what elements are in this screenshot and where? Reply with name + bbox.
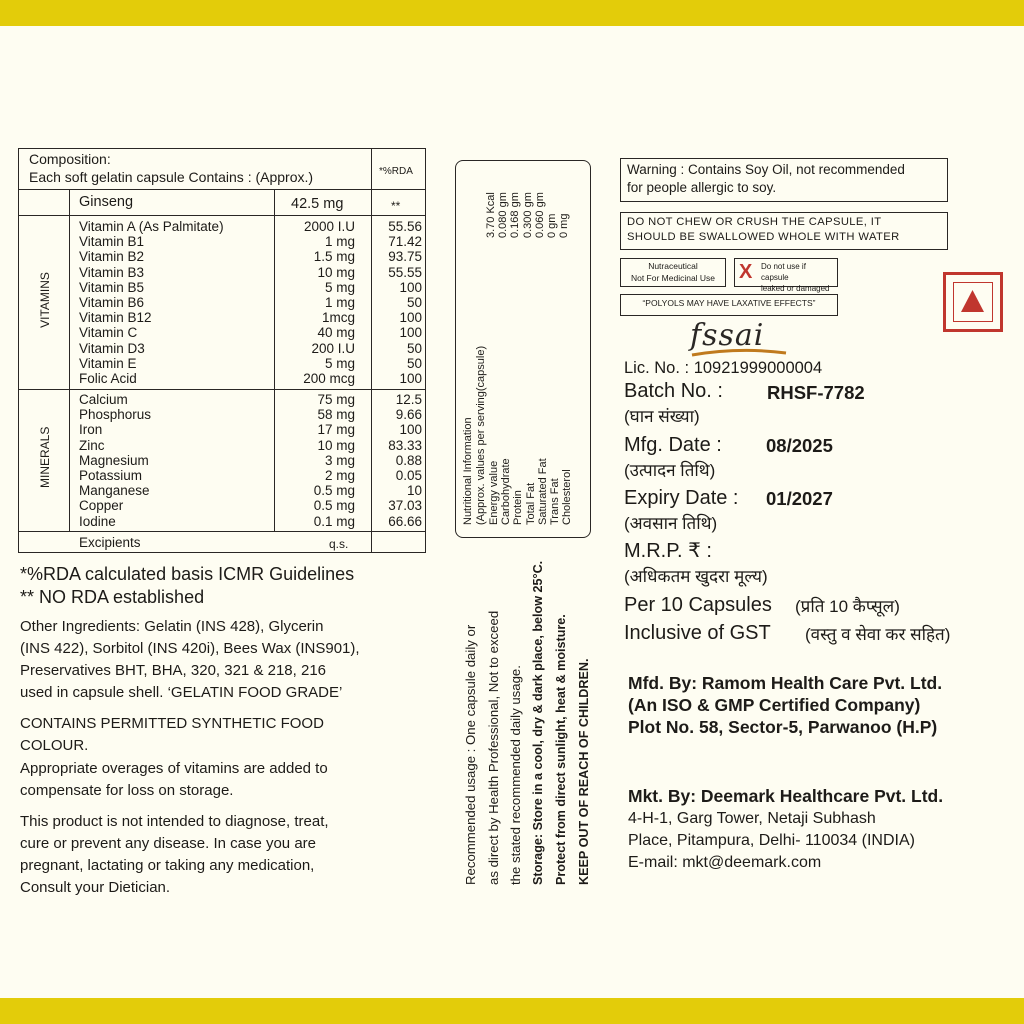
vitamin-row-amount: 2000 I.U: [303, 219, 355, 234]
manufacturer-name: Mfd. By: Ramom Health Care Pvt. Ltd.: [628, 673, 943, 693]
disclaimer-3: pregnant, lactating or taking any medication,: [20, 857, 315, 874]
per-capsules-hindi: (प्रति 10 कैप्सूल): [795, 597, 900, 616]
mineral-row-name: Iron: [79, 422, 103, 438]
marketer-address-2: Place, Pitampura, Delhi- 110034 (INDIA): [628, 832, 915, 849]
ginseng-name: Ginseng: [79, 194, 134, 210]
mineral-row-amount: 75 mg: [317, 392, 355, 407]
leaked-line-2: leaked or damaged: [761, 284, 830, 293]
mineral-row-name: Zinc: [79, 437, 105, 453]
vitamin-row-amount: 40 mg: [317, 325, 355, 341]
per-capsules-label: Per 10 Capsules: [624, 594, 772, 616]
batch-value: RHSF-7782: [767, 382, 865, 403]
usage-line: Storage: Store in a cool, dry & dark place, below 25°C.: [531, 560, 545, 885]
gst-hindi: (वस्तु व सेवा कर सहित): [805, 625, 951, 644]
mineral-row-name: Phosphorus: [79, 407, 152, 423]
composition-subtitle: Each soft gelatin capsule Contains : (Approx.): [29, 169, 314, 185]
nutrition-title: Nutritional Information: [462, 417, 474, 525]
mineral-row-rda: 9.66: [395, 407, 422, 423]
divider: [19, 215, 425, 216]
chew-warning-line-2: SHOULD BE SWALLOWED WHOLE WITH WATER: [627, 231, 900, 243]
mineral-row-amount: 10 mg: [317, 437, 355, 453]
manufacturer-cert: (An ISO & GMP Certified Company): [628, 695, 921, 715]
vitamin-row-amount: 1mcg: [321, 310, 355, 326]
leaked-warning: [734, 258, 838, 293]
composition-table: [18, 148, 426, 553]
vitamin-row-name: Vitamin B1: [79, 234, 145, 250]
expiry-date-hindi: (अवसान तिथि): [624, 514, 718, 533]
other-ingredients-3: Preservatives BHT, BHA, 320, 321 & 218, 216: [20, 662, 326, 679]
mineral-row-rda: 10: [406, 483, 422, 499]
mineral-row-rda: 37.03: [388, 498, 422, 514]
mineral-row-rda: 66.66: [388, 513, 422, 529]
nutrition-label: Saturated Fat: [536, 458, 549, 525]
cross-icon: X: [739, 261, 753, 283]
other-ingredients-4: used in capsule shell. ‘GELATIN FOOD GRADE’: [20, 684, 343, 701]
usage-line: as direct by Health Professional, Not to exceed: [486, 610, 501, 885]
vitamin-row-amount: 5 mg: [324, 355, 355, 371]
ginseng-rda: **: [391, 199, 401, 213]
triangle-icon: [954, 283, 991, 320]
polyols-warning: “POLYOLS MAY HAVE LAXATIVE EFFECTS”: [620, 294, 838, 316]
soy-warning-line-2: for people allergic to soy.: [627, 180, 777, 195]
vitamins-label: VITAMINS: [38, 272, 52, 328]
ginseng-amount: 42.5 mg: [291, 196, 344, 212]
other-ingredients-1: Other Ingredients: Gelatin (INS 428), Glycerin: [20, 618, 324, 635]
vitamin-row-rda: 100: [399, 325, 422, 341]
vitamin-row-rda: 71.42: [388, 234, 422, 250]
bottom-yellow-band: [0, 998, 1024, 1024]
batch-label: Batch No. :: [624, 380, 723, 402]
mineral-row-rda: 0.05: [395, 468, 422, 483]
nutraceutical-badge: [620, 258, 726, 287]
mrp-label: M.R.P. ₹ :: [624, 540, 712, 562]
minerals-label: MINERALS: [38, 426, 52, 488]
soy-warning-line-1: Warning : Contains Soy Oil, not recommended: [627, 162, 905, 177]
divider: [69, 189, 70, 531]
mineral-row-amount: 17 mg: [317, 422, 355, 438]
marketer-name: Mkt. By: Deemark Healthcare Pvt. Ltd.: [628, 786, 944, 806]
nutrition-value: 0 mg: [558, 213, 571, 238]
mineral-row-amount: 58 mg: [317, 407, 355, 423]
mineral-row-amount: 0.5 mg: [313, 483, 355, 499]
manufacturer-address: Plot No. 58, Sector-5, Parwanoo (H.P): [628, 717, 938, 737]
expiry-date-label: Expiry Date :: [624, 487, 739, 509]
mineral-row-amount: 3 mg: [324, 452, 355, 468]
vitamin-row-rda: 100: [399, 310, 422, 326]
usage-line: KEEP OUT OF REACH OF CHILDREN.: [577, 658, 591, 885]
overages-note-2: compensate for loss on storage.: [20, 782, 234, 799]
vitamin-row-amount: 1.5 mg: [313, 249, 355, 265]
gst-label: Inclusive of GST: [624, 622, 771, 644]
nutrition-value: 0.080 gm: [497, 192, 510, 238]
vitamin-row-amount: 5 mg: [324, 279, 355, 295]
mineral-row-name: Manganese: [79, 483, 150, 499]
nutrition-value: 0.168 gm: [509, 192, 522, 238]
mineral-row-rda: 0.88: [395, 452, 422, 468]
soy-warning: [620, 158, 948, 202]
vitamin-row-amount: 200 I.U: [311, 340, 355, 356]
nutrition-subtitle: (Approx. values per serving(capsule): [475, 345, 487, 525]
mineral-row-name: Calcium: [79, 392, 128, 407]
non-veg-symbol: [943, 272, 1003, 332]
chew-warning-line-1: DO NOT CHEW OR CRUSH THE CAPSULE, IT: [627, 216, 882, 228]
nutraceutical-line-2: Not For Medicinal Use: [630, 272, 716, 283]
license-number: Lic. No. : 10921999000004: [624, 359, 823, 377]
vitamin-row-rda: 50: [406, 340, 422, 356]
mineral-row-name: Potassium: [79, 468, 143, 483]
marketer-address-1: 4-H-1, Garg Tower, Netaji Subhash: [628, 810, 876, 827]
fssai-logo: fssai: [690, 318, 765, 353]
rda-header: *%RDA: [379, 166, 413, 177]
divider: [19, 189, 425, 190]
mfg-date-label: Mfg. Date :: [624, 434, 722, 456]
vitamin-row-name: Vitamin D3: [79, 340, 145, 356]
usage-line: the stated recommended daily usage.: [508, 665, 523, 885]
leaked-line-1: Do not use if capsule: [761, 262, 806, 282]
batch-hindi: (घान संख्या): [624, 407, 700, 426]
disclaimer-1: This product is not intended to diagnose, treat,: [20, 813, 329, 830]
divider: [371, 149, 372, 552]
vitamin-row-rda: 100: [399, 279, 422, 295]
mineral-row-amount: 2 mg: [324, 468, 355, 483]
mineral-row-name: Copper: [79, 498, 124, 514]
nutraceutical-line-1: Nutraceutical: [648, 261, 698, 271]
composition-title: Composition:: [29, 151, 111, 167]
rda-note: *%RDA calculated basis ICMR Guidelines: [20, 564, 355, 584]
mineral-row-amount: 0.5 mg: [313, 498, 355, 514]
vitamin-row-amount: 1 mg: [324, 295, 355, 310]
disclaimer-2: cure or prevent any disease. In case you are: [20, 835, 317, 852]
mineral-row-rda: 12.5: [395, 392, 422, 407]
overages-note-1: Appropriate overages of vitamins are added to: [20, 760, 328, 777]
vitamin-row-name: Vitamin B6: [79, 295, 145, 310]
vitamin-row-name: Folic Acid: [79, 371, 137, 386]
divider: [19, 389, 425, 390]
mfg-date-hindi: (उत्पादन तिथि): [624, 461, 716, 480]
vitamin-row-rda: 50: [406, 355, 422, 371]
vitamin-row-name: Vitamin B3: [79, 264, 145, 280]
disclaimer-4: Consult your Dietician.: [20, 879, 171, 896]
mfg-date-value: 08/2025: [766, 435, 833, 456]
nutrition-label: Protein: [512, 490, 525, 525]
vitamin-row-rda: 93.75: [388, 249, 422, 265]
vitamin-row-amount: 10 mg: [317, 264, 355, 280]
mineral-row-amount: 0.1 mg: [313, 513, 355, 529]
nutrition-value: 0 gm: [546, 213, 558, 238]
vitamin-row-rda: 55.55: [388, 264, 422, 280]
vitamin-row-amount: 1 mg: [324, 234, 355, 250]
vitamin-row-rda: 100: [399, 371, 422, 386]
top-yellow-band: [0, 0, 1024, 26]
vitamin-row-name: Vitamin B12: [79, 310, 152, 326]
nutrition-value: 0.300 gm: [521, 192, 534, 238]
nutrition-label: Cholesterol: [561, 469, 574, 525]
vitamin-row-rda: 55.56: [388, 219, 422, 234]
colour-note-1: CONTAINS PERMITTED SYNTHETIC FOOD: [20, 715, 324, 732]
nutrition-label: Total Fat: [524, 482, 537, 525]
symbol-inner-border: [953, 282, 993, 322]
nutrition-label: Carbohydrate: [500, 458, 513, 525]
no-rda-note: ** NO RDA established: [20, 587, 205, 607]
mineral-row-rda: 100: [399, 422, 422, 438]
vitamin-row-name: Vitamin B5: [79, 279, 145, 295]
mineral-row-name: Iodine: [79, 513, 116, 529]
mineral-row-rda: 83.33: [388, 437, 422, 453]
nutrition-label: Trans Fat: [549, 478, 561, 525]
vitamin-row-rda: 50: [406, 295, 422, 310]
vitamin-row-amount: 200 mcg: [303, 371, 355, 386]
mrp-hindi: (अधिकतम खुदरा मूल्य): [624, 567, 768, 586]
mineral-row-name: Magnesium: [79, 452, 149, 468]
excipients-name: Excipients: [79, 535, 141, 550]
vitamin-row-name: Vitamin A (As Palmitate): [79, 219, 224, 234]
vitamin-row-name: Vitamin C: [79, 325, 138, 341]
usage-line: Recommended usage : One capsule daily or: [463, 624, 478, 885]
chew-warning: [620, 212, 948, 250]
excipients-amount: q.s.: [329, 537, 349, 551]
nutrition-label: Energy value: [488, 460, 500, 525]
vitamin-row-name: Vitamin E: [79, 355, 137, 371]
marketer-email: E-mail: mkt@deemark.com: [628, 854, 822, 871]
other-ingredients-2: (INS 422), Sorbitol (INS 420i), Bees Wax (INS901),: [20, 640, 360, 657]
usage-line: Protect from direct sunlight, heat & moisture.: [554, 614, 568, 885]
nutrition-value: 3.70 Kcal: [485, 192, 497, 238]
nutrition-value: 0.060 gm: [533, 192, 546, 238]
vitamin-row-name: Vitamin B2: [79, 249, 145, 265]
divider: [19, 531, 425, 532]
expiry-date-value: 01/2027: [766, 488, 833, 509]
colour-note-2: COLOUR.: [20, 737, 89, 754]
